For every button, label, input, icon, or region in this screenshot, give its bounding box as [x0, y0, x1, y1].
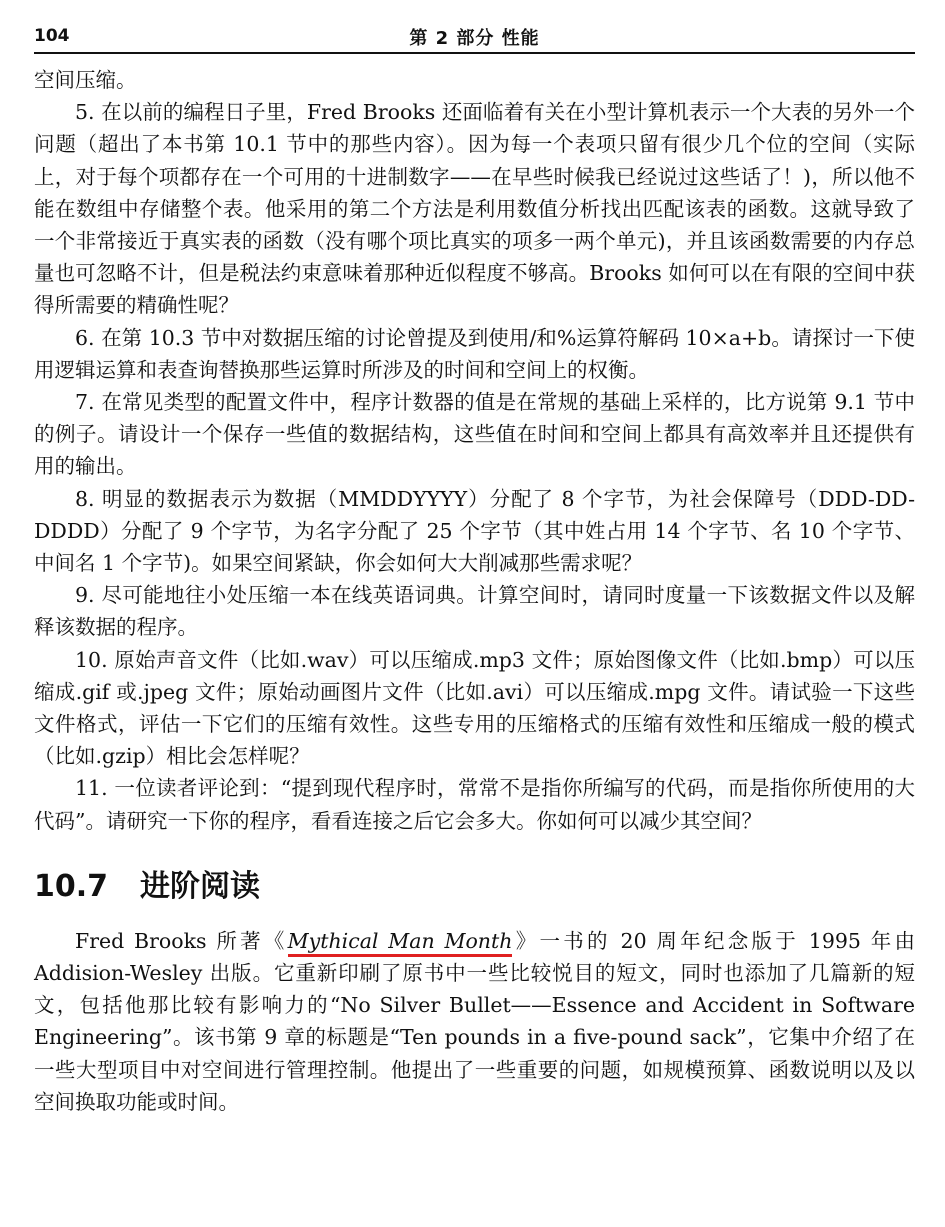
page-header — [34, 24, 915, 54]
section-title: 进阶阅读 — [140, 868, 261, 904]
reading-intro: Fred Brooks 所著《 — [75, 928, 288, 953]
exercise-9: 9. 尽可能地往小处压缩一本在线英语词典。计算空间时，请同时度量一下该数据文件以及解释该数据的程序。 — [34, 583, 915, 640]
reading-body: 》一书的 20 周年纪念版于 1995 年由 Addision-Wesley 出版。它重新印刷了原书中一些比较悦目的短文，同时也添加了几篇新的短文，包括他那比较有影响力的“No Silver Bullet——Essence and Accident in Software Engineering”。该书第 9 章的标题是“Ten pounds in a five-pound sack”，它集中介绍了在一些大型项目中对空间进行管理控制。他提出了一些重要的问题，如规模预算、函数说明以及以空间换取功能或时间。 — [34, 928, 915, 1114]
exercise-5: 5. 在以前的编程日子里，Fred Brooks 还面临着有关在小型计算机表示一个大表的另外一个问题（超出了本书第 10.1 节中的那些内容）。因为每一个表项只留有很少几个位的空间（实际上，对于每个项都存在一个可用的十进制数字——在早些时候我已经说过这些话了！)，所以他不能在数组中存储整个表。他采用的第二个方法是利用数值分析找出匹配该表的函数。这就导致了一个非常接近于真实表的函数（没有哪个项比真实的项多一两个单元)，并且该函数需要的内存总量也可忽略不计，但是税法约束意味着那种近似程度不够高。Brooks 如何可以在有限的空间中获得所需要的精确性呢？ — [34, 100, 915, 318]
book-title: Mythical Man Month — [288, 929, 513, 957]
further-reading-paragraph — [34, 925, 915, 1118]
exercise-8: 8. 明显的数据表示为数据（MMDDYYYY）分配了 8 个字节，为社会保障号（DDD-DD-DDDD）分配了 9 个字节，为名字分配了 25 个字节（其中姓占用 14 个字节、名 10 个字节、中间名 1 个字节)。如果空间紧缺，你会如何大大削减那些需求呢？ — [34, 486, 915, 576]
exercise-10: 10. 原始声音文件（比如.wav）可以压缩成.mp3 文件；原始图像文件（比如.bmp）可以压缩成.gif 或.jpeg 文件；原始动画图片文件（比如.avi）可以压缩成.mpg 文件。请试验一下这些文件格式，评估一下它们的压缩有效性。这些专用的压缩格式的压缩有效性和压缩成一般的模式（比如.gzip）相比会怎样呢？ — [34, 647, 915, 769]
exercise-7: 7. 在常见类型的配置文件中，程序计数器的值是在常规的基础上采样的，比方说第 9.1 节中的例子。请设计一个保存一些值的数据结构，这些值在时间和空间上都具有高效率并且还提供有用的输出。 — [34, 390, 915, 479]
further-reading — [34, 925, 915, 1118]
exercise-text — [34, 64, 915, 837]
section-number: 10.7 — [34, 868, 109, 904]
running-head: 第 2 部分 性能 — [409, 28, 540, 49]
page-number: 104 — [34, 26, 70, 46]
exercise-11: 11. 一位读者评论到：“提到现代程序时，常常不是指你所编写的代码，而是指你所使用的大代码”。请研究一下你的程序，看看连接之后它会多大。你如何可以减少其空间？ — [34, 776, 915, 833]
section-heading — [34, 867, 915, 907]
exercise-6: 6. 在第 10.3 节中对数据压缩的讨论曾提及到使用/和%运算符解码 10×a+b。请探讨一下使用逻辑运算和表查询替换那些运算时所涉及的时间和空间上的权衡。 — [34, 325, 915, 382]
paragraph-continuation: 空间压缩。 — [34, 68, 137, 92]
